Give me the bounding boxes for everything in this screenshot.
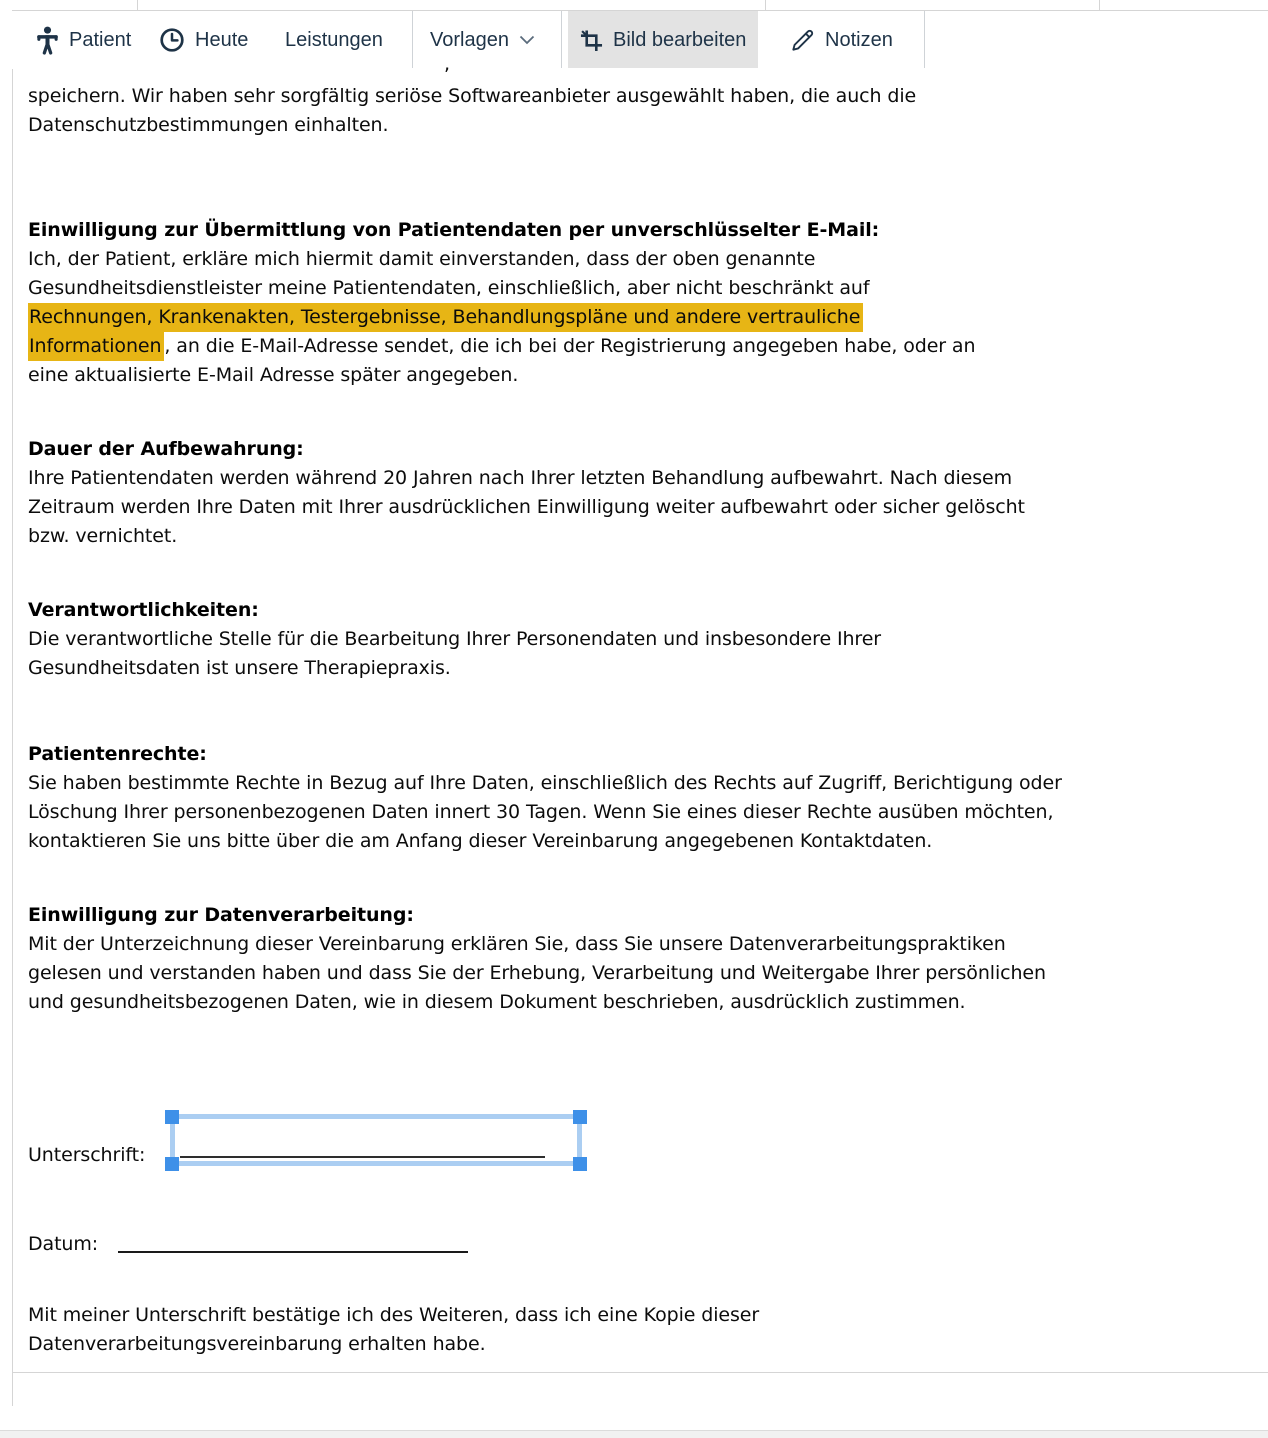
section-aufbewahrung	[28, 435, 1025, 551]
toolbar-divider	[412, 11, 413, 69]
doc-text-line: Ihre Patientendaten werden während 20 Jahren nach Ihrer letzten Behandlung aufbewahrt. Nach diesem	[28, 467, 1013, 489]
top-row-divider	[765, 0, 766, 10]
toolbar-divider	[561, 11, 562, 69]
highlight-span: Informationen	[28, 332, 164, 361]
toolbar-item-notizen[interactable]	[790, 11, 893, 69]
selection-handle-bottom-right[interactable]	[573, 1157, 587, 1171]
doc-text-line: und gesundheitsbezogenen Daten, wie in diesem Dokument beschrieben, ausdrücklich zustimmen.	[28, 991, 966, 1013]
section-patientenrechte	[28, 740, 1062, 856]
doc-text-line: Ich, der Patient, erkläre mich hiermit damit einverstanden, dass der oben genannte	[28, 248, 816, 270]
doc-text-line: gelesen und verstanden haben und dass Sie der Erhebung, Verarbeitung und Weitergabe Ihrer persönlichen	[28, 962, 1046, 984]
top-row-remnant	[12, 0, 1268, 10]
top-row-divider	[137, 0, 138, 10]
clock-icon	[159, 27, 185, 53]
date-label: Datum:	[28, 1233, 99, 1255]
chevron-down-icon	[519, 35, 535, 45]
person-icon	[36, 26, 59, 54]
bottom-panel-edge	[0, 1430, 1268, 1438]
toolbar-label: Vorlagen	[430, 28, 509, 51]
doc-text-line: Sie haben bestimmte Rechte in Bezug auf Ihre Daten, einschließlich des Rechts auf Zugriff, Berichtigung oder	[28, 772, 1062, 794]
toolbar-label: Heute	[195, 28, 249, 51]
section-heading: Einwilligung zur Datenverarbeitung:	[28, 904, 414, 926]
toolbar	[12, 10, 1268, 70]
toolbar-item-heute[interactable]	[159, 11, 248, 69]
doc-text-line: Gesundheitsdaten ist unsere Therapiepraxis.	[28, 657, 451, 679]
doc-text-line: eine aktualisierte E-Mail Adresse später angegeben.	[28, 364, 519, 386]
crop-icon	[580, 29, 603, 52]
section-heading: Verantwortlichkeiten:	[28, 599, 259, 621]
toolbar-item-leistungen[interactable]	[285, 11, 383, 69]
section-email-einwilligung	[28, 216, 975, 390]
doc-text-line: Informationen , an die E-Mail-Adresse sendet, die ich bei der Registrierung angegeben habe, oder an	[28, 332, 975, 361]
selection-handle-top-left[interactable]	[165, 1110, 179, 1124]
section-verantwortlichkeiten	[28, 596, 881, 683]
date-line	[118, 1251, 468, 1253]
toolbar-item-bild-bearbeiten[interactable]	[568, 11, 758, 69]
selection-handle-bottom-left[interactable]	[165, 1157, 179, 1171]
toolbar-divider	[924, 11, 925, 69]
doc-text-line: Gesundheitsdienstleister meine Patientendaten, einschließlich, aber nicht beschränkt auf	[28, 277, 870, 299]
toolbar-label: Leistungen	[285, 28, 383, 51]
clipped-text-fragment: ,	[444, 53, 451, 75]
toolbar-label: Patient	[69, 28, 132, 51]
pencil-icon	[790, 28, 815, 53]
toolbar-label: Notizen	[825, 28, 893, 51]
doc-text-line: Mit meiner Unterschrift bestätige ich des Weiteren, dass ich eine Kopie dieser	[28, 1304, 760, 1326]
paragraph-intro	[28, 82, 916, 140]
doc-text-line: bzw. vernichtet.	[28, 525, 178, 547]
doc-text-line: Zeitraum werden Ihre Daten mit Ihrer ausdrücklichen Einwilligung weiter aufbewahrt oder sicher gelöscht	[28, 496, 1025, 518]
section-heading: Patientenrechte:	[28, 743, 207, 765]
top-row-divider	[1099, 0, 1100, 10]
doc-text-line: Mit der Unterzeichnung dieser Vereinbarung erklären Sie, dass Sie unsere Datenverarbeitungspraktiken	[28, 933, 1006, 955]
paragraph-closing	[28, 1301, 759, 1359]
doc-text-line: Datenschutzbestimmungen einhalten.	[28, 114, 389, 136]
doc-text-line-highlighted	[28, 303, 975, 332]
section-heading: Dauer der Aufbewahrung:	[28, 438, 304, 460]
section-heading: Einwilligung zur Übermittlung von Patientendaten per unverschlüsselter E-Mail:	[28, 219, 880, 241]
doc-text-line: Datenverarbeitungsvereinbarung erhalten habe.	[28, 1333, 486, 1355]
doc-text-line: Die verantwortliche Stelle für die Bearbeitung Ihrer Personendaten und insbesondere Ihrer	[28, 628, 882, 650]
doc-text-line: speichern. Wir haben sehr sorgfältig seriöse Softwareanbieter ausgewählt haben, die auch die	[28, 85, 917, 107]
document-page[interactable]	[13, 53, 1268, 1373]
signature-selection-box[interactable]	[170, 1114, 582, 1166]
section-datenverarbeitung	[28, 901, 1046, 1017]
signature-label: Unterschrift:	[28, 1144, 146, 1166]
doc-text-line: kontaktieren Sie uns bitte über die am Anfang dieser Vereinbarung angegebenen Kontaktdaten.	[28, 830, 933, 852]
toolbar-item-patient[interactable]	[36, 11, 131, 69]
doc-text-line: Löschung Ihrer personenbezogenen Daten innert 30 Tagen. Wenn Sie eines dieser Rechte ausüben möchten,	[28, 801, 1054, 823]
selection-handle-top-right[interactable]	[573, 1110, 587, 1124]
highlight-span: Rechnungen, Krankenakten, Testergebnisse, Behandlungspläne und andere vertrauliche	[28, 303, 863, 332]
toolbar-label: Bild bearbeiten	[613, 28, 747, 51]
